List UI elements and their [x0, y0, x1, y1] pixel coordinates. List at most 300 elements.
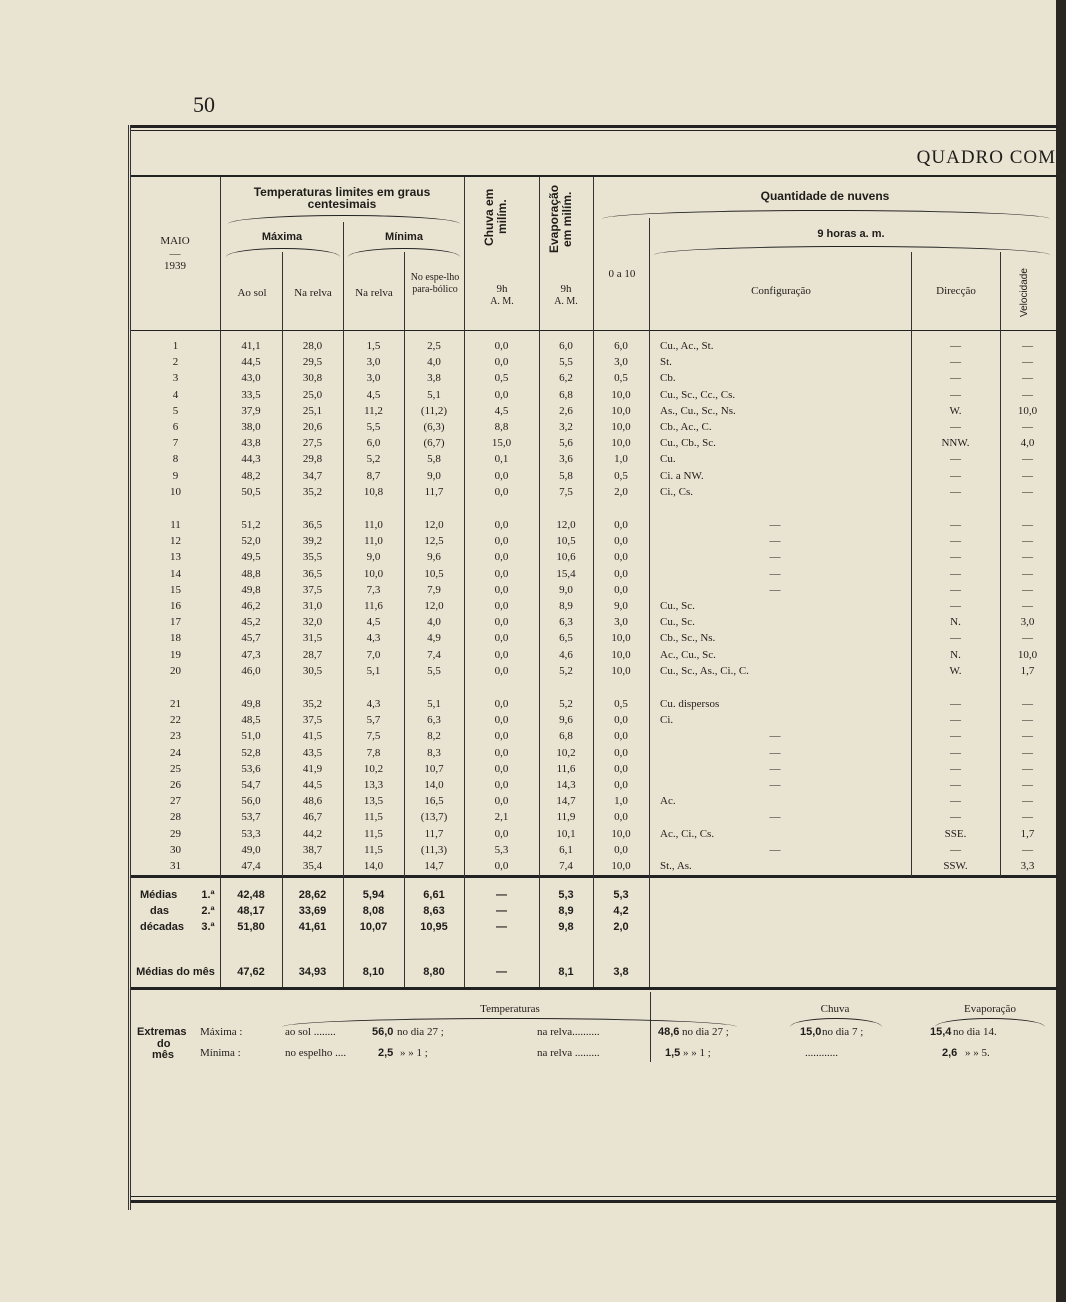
cell-configuracao: Ac., Ci., Cs. [660, 827, 715, 840]
cell-evaporacao: 15,4 [556, 567, 576, 580]
cell-max-relva: 30,8 [302, 372, 323, 385]
cell-chuva: 0,0 [494, 567, 509, 580]
cell-max-sol: 51,80 [237, 921, 265, 933]
year-label: 1939 [164, 260, 186, 272]
cell-max-sol: 47,4 [241, 860, 261, 872]
month-label: MAIO [160, 235, 190, 247]
table-row [131, 844, 1055, 860]
table-row [131, 698, 1055, 714]
cell-evaporacao: 6,2 [559, 372, 573, 385]
cell-chuva: 0,5 [494, 372, 509, 385]
cell-evaporacao: 10,5 [556, 535, 576, 548]
cell-max-relva: 44,5 [302, 779, 323, 791]
cell-nuvens-total: 9,0 [614, 600, 628, 612]
cell-chuva: 0,0 [494, 519, 509, 531]
min-label: Mínima : [200, 1047, 241, 1059]
table-row [131, 649, 1055, 665]
table-row [131, 860, 1055, 876]
cell-direccao: — [950, 469, 961, 482]
table-row [131, 453, 1055, 469]
cell-max-relva: 41,5 [302, 730, 323, 743]
evap-hour: 9h [560, 283, 572, 295]
cell-min-relva: 10,0 [363, 567, 384, 580]
table-row [131, 665, 1055, 681]
cell-configuracao: — [769, 583, 781, 596]
min-1-day: » » 1 ; [400, 1047, 428, 1059]
cell-velocidade: — [1022, 356, 1033, 369]
cell-min-espelho: 3,8 [427, 372, 441, 385]
cell-configuracao: — [769, 567, 781, 580]
cell-nuvens-total: 0,0 [614, 762, 628, 775]
cell-chuva: 0,0 [494, 535, 509, 548]
cell-velocidade: — [1022, 811, 1033, 824]
decades-label-3: décadas [140, 921, 185, 933]
cell-configuracao: Cu. [660, 453, 676, 466]
cell-velocidade: — [1022, 535, 1033, 548]
cell-max-sol: 49,8 [241, 698, 261, 710]
ext-temp-header: Temperaturas [480, 1003, 540, 1015]
cell-velocidade: — [1022, 485, 1033, 498]
cell-max-relva: 30,5 [302, 664, 323, 677]
cell-evaporacao: 8,9 [559, 600, 573, 612]
cell-configuracao: Ci. [660, 714, 674, 727]
cell-evaporacao: 5,6 [559, 437, 573, 450]
max-label: Máxima : [200, 1026, 243, 1038]
cell-day: 8 [172, 453, 179, 466]
cell-evaporacao: 10,2 [556, 746, 576, 759]
cell-day: 13 [170, 551, 181, 564]
cell-max-relva: 41,61 [298, 921, 327, 933]
cell-min-espelho: (6,3) [423, 421, 445, 433]
cell-min-relva: 11,0 [364, 519, 383, 531]
cell-direccao: — [950, 340, 961, 352]
decade-row [131, 905, 1055, 921]
cell-min-relva: 1,5 [366, 340, 381, 352]
espelho-header: No espe-lho para-bólico [410, 272, 460, 295]
cell-nuvens-total: 4,2 [613, 905, 629, 917]
cell-evaporacao: 3,6 [559, 453, 573, 466]
cell-direccao: — [950, 551, 961, 564]
table-row [131, 421, 1055, 437]
cell-velocidade: 3,0 [1020, 616, 1035, 629]
cell-max-sol: 49,0 [241, 843, 261, 856]
cell-evaporacao: 5,8 [559, 469, 573, 482]
cell-min-relva: 10,07 [359, 921, 388, 933]
table-row [131, 405, 1055, 421]
cell-max-relva: 46,7 [302, 811, 323, 824]
cell-max-relva: 48,6 [302, 795, 323, 808]
cell-min-espelho: 8,2 [427, 730, 441, 743]
cell-min-relva: 5,94 [362, 889, 385, 901]
table-row [131, 811, 1055, 827]
max-2-text: na relva.......... [537, 1026, 600, 1038]
cell-min-espelho: 16,5 [424, 795, 444, 808]
max-chuva-day: no dia 7 ; [822, 1026, 864, 1038]
cell-evaporacao: 5,5 [559, 356, 573, 369]
cell-max-sol: 33,5 [241, 388, 261, 401]
cell-nuvens-total: 10,0 [611, 437, 631, 450]
cell-day: 6 [172, 421, 179, 433]
cell-velocidade: — [1022, 340, 1033, 352]
cell-evaporacao: 11,9 [556, 811, 576, 824]
cell-min-espelho: 6,3 [427, 714, 441, 727]
top-rule [131, 125, 1058, 128]
bottom-rule-thin [131, 1196, 1058, 1197]
velocidade-header: Velocidade [1019, 268, 1030, 317]
cell-nuvens-total: 10,0 [611, 388, 631, 401]
cell-direccao: N. [950, 648, 961, 661]
cell-max-sol: 48,5 [241, 714, 261, 727]
cell-max-relva: 36,5 [302, 519, 323, 531]
cell-max-sol: 47,3 [241, 648, 261, 661]
cell-nuvens-total: 0,0 [614, 535, 628, 548]
cell-chuva: 0,0 [494, 698, 509, 710]
cell-evaporacao: 9,6 [559, 714, 573, 727]
cell-max-sol: 47,62 [237, 966, 265, 978]
cell-configuracao: Ci., Cs. [660, 485, 694, 498]
cell-direccao: — [950, 746, 961, 759]
cell-nuvens-total: 0,0 [614, 779, 628, 791]
cell-min-espelho: 5,1 [427, 698, 441, 710]
min-1-value: 2,5 [378, 1047, 394, 1059]
cell-day: 29 [170, 827, 181, 840]
cell-day: 12 [170, 535, 181, 548]
cell-max-relva: 35,5 [302, 551, 323, 564]
ext-chuva-header: Chuva [820, 1003, 850, 1015]
cell-velocidade: 10,0 [1017, 648, 1038, 661]
cell-min-espelho: 11,7 [424, 827, 444, 840]
cell-chuva: 0,0 [494, 600, 509, 612]
cell-max-relva: 28,62 [298, 889, 327, 901]
evap-am: A. M. [554, 296, 578, 307]
table-row [131, 779, 1055, 795]
decades-label-1: Médias [140, 889, 178, 901]
cell-nuvens-total: 1,0 [614, 453, 628, 466]
cell-max-relva: 34,7 [302, 469, 323, 482]
cell-min-espelho: 4,9 [427, 632, 441, 645]
cell-min-espelho: (11,3) [420, 843, 448, 856]
table-row [131, 828, 1055, 844]
cell-chuva: 0,0 [494, 356, 509, 369]
cell-chuva: — [496, 966, 507, 978]
cell-max-sol: 48,17 [237, 905, 265, 917]
cell-max-relva: 25,0 [302, 388, 323, 401]
cell-direccao: — [950, 714, 961, 727]
month-average-label: Médias do mês [136, 966, 215, 978]
cell-velocidade: 10,0 [1017, 404, 1038, 417]
cell-direccao: — [950, 388, 961, 401]
cell-day: 9 [172, 469, 179, 482]
cell-configuracao: Cb. [660, 372, 676, 385]
cell-evaporacao: 6,8 [559, 730, 573, 743]
cell-min-relva: 10,8 [363, 485, 384, 498]
cell-max-relva: 44,2 [302, 827, 323, 840]
ao-sol-header: Ao sol [237, 287, 267, 299]
cell-max-relva: 28,7 [302, 648, 323, 661]
cell-chuva: 0,0 [494, 583, 509, 596]
cell-nuvens-total: 2,0 [613, 921, 629, 933]
cell-chuva: 0,0 [494, 551, 509, 564]
cell-nuvens-total: 2,0 [614, 485, 628, 498]
cell-chuva: — [496, 889, 507, 901]
cell-min-espelho: 11,7 [424, 485, 444, 498]
cell-chuva: 0,0 [494, 340, 509, 352]
cell-min-relva: 3,0 [366, 356, 381, 369]
cell-configuracao: Ci. a NW. [660, 469, 704, 482]
cell-configuracao: Cu., Sc., As., Ci., C. [660, 664, 749, 677]
cell-direccao: — [950, 795, 961, 808]
month-average [131, 966, 1055, 982]
cell-max-sol: 44,3 [241, 453, 261, 466]
cell-max-sol: 53,7 [241, 811, 261, 824]
cell-max-sol: 44,5 [241, 356, 261, 369]
cell-max-sol: 53,6 [241, 762, 261, 775]
extremes-label-2: do [157, 1038, 171, 1050]
cell-direccao: — [950, 730, 961, 743]
cell-direccao: — [950, 762, 961, 775]
cell-nuvens-total: 10,0 [611, 632, 631, 645]
cell-min-relva: 14,0 [363, 860, 384, 872]
table-row [131, 535, 1055, 551]
cell-velocidade: 4,0 [1020, 437, 1035, 450]
cell-max-relva: 43,5 [302, 746, 323, 759]
cell-min-espelho: (13,7) [420, 811, 448, 824]
min-2-text: na relva ......... [537, 1047, 600, 1059]
cell-chuva: 0,0 [494, 860, 509, 872]
cell-configuracao: Cu., Sc. [660, 600, 695, 612]
cell-velocidade: 1,7 [1020, 827, 1035, 840]
ext-evap-header: Evaporação [964, 1003, 1016, 1015]
cell-velocidade: — [1022, 762, 1033, 775]
cell-velocidade: — [1022, 843, 1033, 856]
cell-min-espelho: 14,7 [424, 860, 444, 872]
cell-velocidade: — [1022, 567, 1033, 580]
cell-evaporacao: 7,4 [559, 860, 573, 872]
table-row [131, 763, 1055, 779]
cell-chuva: 0,0 [494, 762, 509, 775]
cell-day: 24 [170, 746, 181, 759]
cell-evaporacao: 5,2 [559, 698, 573, 710]
cell-min-relva: 11,0 [364, 535, 383, 548]
extremes-label-3: mês [152, 1049, 175, 1061]
cell-direccao: — [950, 356, 961, 369]
cell-min-relva: 4,5 [366, 616, 381, 629]
cell-min-espelho: 9,6 [427, 551, 441, 564]
cell-nuvens-total: 10,0 [611, 404, 631, 417]
cell-direccao: — [950, 453, 961, 466]
cell-max-sol: 43,8 [241, 437, 261, 450]
cell-max-relva: 32,0 [302, 616, 323, 629]
cell-direccao: — [950, 600, 961, 612]
table-row [131, 437, 1055, 453]
header-top-rule [131, 175, 1058, 177]
ext-line [650, 992, 651, 1062]
cell-min-espelho: 12,0 [424, 519, 444, 531]
cell-chuva: 0,0 [494, 388, 509, 401]
cell-direccao: — [950, 372, 961, 385]
cell-min-relva: 7,5 [366, 730, 381, 743]
cell-max-relva: 20,6 [302, 421, 323, 433]
cell-direccao: SSE. [944, 827, 967, 840]
maxima-header: Máxima [261, 231, 303, 243]
cell-day: 19 [170, 648, 181, 661]
cell-evaporacao: 14,7 [556, 795, 576, 808]
cell-configuracao: — [769, 519, 781, 531]
cell-chuva: 2,1 [494, 811, 509, 824]
cell-max-sol: 52,8 [241, 746, 261, 759]
table-row [131, 600, 1055, 616]
cell-configuracao: Ac. [660, 795, 676, 808]
cell-velocidade: — [1022, 583, 1033, 596]
cell-nuvens-total: 0,0 [614, 811, 628, 824]
cell-velocidade: — [1022, 730, 1033, 743]
cell-configuracao: As., Cu., Sc., Ns. [660, 404, 736, 417]
cell-day: 21 [170, 698, 181, 710]
cell-min-espelho: 2,5 [427, 340, 441, 352]
cell-max-sol: 42,48 [237, 889, 265, 901]
cell-nuvens-total: 10,0 [611, 648, 631, 661]
table-row [131, 470, 1055, 486]
cell-chuva: — [496, 921, 507, 933]
cell-max-relva: 35,4 [302, 860, 323, 872]
cell-min-relva: 11,5 [364, 827, 383, 840]
cell-nuvens-total: 0,0 [614, 551, 628, 564]
cell-min-relva: 7,3 [366, 583, 381, 596]
cell-max-relva: 41,9 [302, 762, 323, 775]
cell-velocidade: — [1022, 698, 1033, 710]
cell-evaporacao: 6,8 [559, 388, 573, 401]
table-row [131, 730, 1055, 746]
cell-evaporacao: 14,3 [556, 779, 576, 791]
cell-min-relva: 3,0 [366, 372, 381, 385]
cell-chuva: 0,0 [494, 469, 509, 482]
cell-max-sol: 38,0 [241, 421, 261, 433]
decade-number: 2.ª [201, 905, 215, 917]
cell-evaporacao: 6,5 [559, 632, 573, 645]
cell-max-sol: 37,9 [241, 404, 261, 417]
cell-nuvens-total: 0,0 [614, 567, 628, 580]
cell-max-relva: 28,0 [302, 340, 323, 352]
cell-day: 25 [170, 762, 181, 775]
cell-min-relva: 4,3 [366, 632, 381, 645]
cell-nuvens-total: 1,0 [614, 795, 628, 808]
table-row [131, 714, 1055, 730]
cell-direccao: — [950, 519, 961, 531]
cell-day: 7 [172, 437, 179, 450]
cell-evaporacao: 3,2 [559, 421, 573, 433]
cell-min-relva: 8,10 [362, 966, 385, 978]
cell-max-relva: 35,2 [302, 485, 323, 498]
cell-min-relva: 5,2 [366, 453, 381, 466]
cell-nuvens-total: 0,5 [614, 469, 628, 482]
cell-direccao: N. [950, 616, 961, 629]
table-row [131, 795, 1055, 811]
cell-velocidade: — [1022, 600, 1033, 612]
cell-evaporacao: 7,5 [559, 485, 573, 498]
cell-max-sol: 45,7 [241, 632, 261, 645]
cell-max-sol: 46,0 [241, 664, 261, 677]
cell-chuva: 0,1 [494, 453, 509, 466]
cell-configuracao: Cu., Sc. [660, 616, 695, 629]
cell-nuvens-total: 0,5 [614, 372, 628, 385]
max-1-day: no dia 27 ; [397, 1026, 444, 1038]
cell-day: 28 [170, 811, 181, 824]
cell-day: 18 [170, 632, 181, 645]
cell-max-sol: 50,5 [241, 485, 261, 498]
cell-min-relva: 13,3 [363, 779, 384, 791]
cell-nuvens-total: 0,0 [614, 746, 628, 759]
cell-configuracao: — [769, 779, 781, 791]
cell-min-espelho: 10,5 [424, 567, 444, 580]
cell-day: 5 [172, 404, 179, 417]
cell-max-sol: 48,8 [241, 567, 261, 580]
table-row [131, 372, 1055, 388]
cell-chuva: 5,3 [494, 843, 509, 856]
cell-direccao: — [950, 843, 961, 856]
cell-day: 20 [170, 664, 181, 677]
cell-day: 4 [172, 388, 179, 401]
cell-max-sol: 46,2 [241, 600, 261, 612]
cell-min-espelho: 12,0 [424, 600, 444, 612]
cell-evaporacao: 6,1 [559, 843, 573, 856]
cell-max-relva: 31,0 [302, 600, 323, 612]
table-row [131, 568, 1055, 584]
max-2-value: 48,6 [658, 1026, 680, 1038]
cell-nuvens-total: 5,3 [613, 889, 629, 901]
cell-max-sol: 51,0 [241, 730, 261, 743]
cell-max-relva: 36,5 [302, 567, 323, 580]
cell-direccao: — [950, 535, 961, 548]
table-row [131, 551, 1055, 567]
cell-configuracao: — [769, 843, 781, 856]
cell-chuva: 0,0 [494, 795, 509, 808]
direccao-header: Direcção [936, 285, 976, 297]
cell-chuva: 0,0 [494, 746, 509, 759]
table-title: QUADRO COM [916, 147, 1056, 168]
cell-max-relva: 29,8 [302, 453, 323, 466]
cell-day: 22 [170, 714, 181, 727]
cell-configuracao: Cu., Ac., St. [660, 340, 714, 352]
cell-max-sol: 53,3 [241, 827, 261, 840]
cell-velocidade: — [1022, 795, 1033, 808]
cell-velocidade: — [1022, 388, 1033, 401]
cell-day: 15 [170, 583, 181, 596]
na-relva-header: Na relva [294, 287, 332, 299]
cell-day: 11 [170, 519, 181, 531]
cell-velocidade: — [1022, 714, 1033, 727]
cell-chuva: 0,0 [494, 485, 509, 498]
cell-min-espelho: 5,1 [427, 388, 441, 401]
cell-configuracao: St., As. [660, 860, 692, 872]
max-chuva-value: 15,0 [800, 1026, 822, 1038]
config-header: Configuração [751, 285, 811, 297]
cell-max-relva: 38,7 [302, 843, 323, 856]
cell-day: 2 [172, 356, 179, 369]
cell-max-sol: 45,2 [241, 616, 261, 629]
max-1-value: 56,0 [372, 1026, 394, 1038]
cell-chuva: 8,8 [494, 421, 509, 433]
cell-evaporacao: 4,6 [559, 648, 573, 661]
header-bottom-rule [131, 330, 1058, 331]
table-row [131, 340, 1055, 356]
cell-direccao: — [950, 811, 961, 824]
min-evap-day: » » 5. [965, 1047, 990, 1059]
cell-max-sol: 49,8 [241, 583, 261, 596]
cell-evaporacao: 10,6 [556, 551, 576, 564]
cell-day: 1 [172, 340, 179, 352]
cell-direccao: — [950, 485, 961, 498]
cell-min-relva: 7,0 [366, 648, 381, 661]
